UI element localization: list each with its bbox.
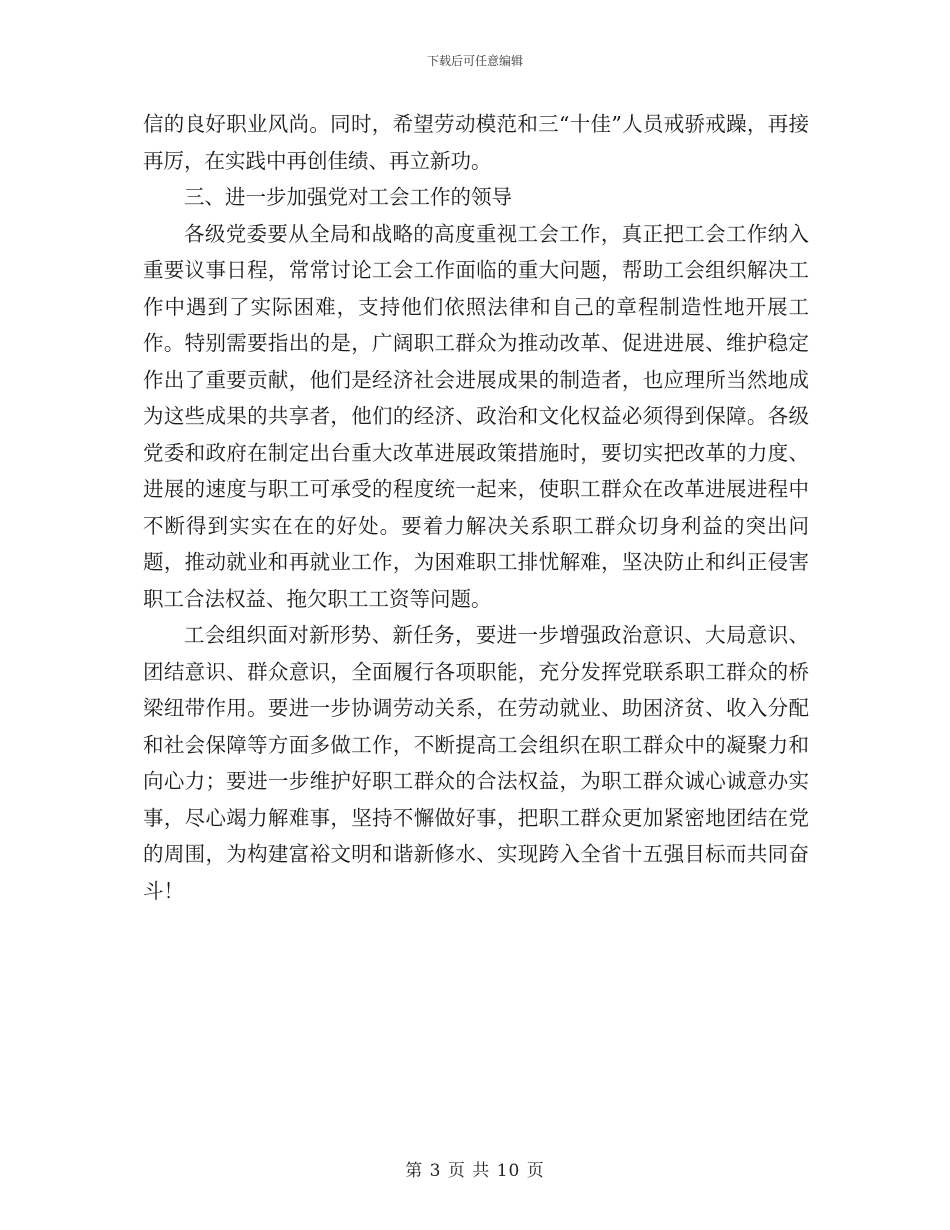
paragraph-1: 信的良好职业风尚。同时，希望劳动模范和三“十佳”人员戒骄戒躁，再接再厉，在实践中再创佳绩、再立新功。 — [143, 112, 809, 173]
section-heading: 三、进一步加强党对工会工作的领导 — [184, 185, 512, 209]
page-number-footer: 第 3 页 共 10 页 — [405, 1161, 545, 1181]
paragraph-2: 各级党委要从全局和战略的高度重视工会工作，真正把工会工作纳入重要议事日程，常常讨论工会工作面临的重大问题，帮助工会组织解决工作中遇到了实际困难，支持他们依照法律和自己的章程制造性地开展工作。特别需要指出的是，广阔职工群众为推动改革、促进进展、维护稳定作出了重要贡献，他们是经济社会进展成果的制造者，也应理所当然地成为这些成果的共享者，他们的经济、政治和文化权益必须得到保障。各级党委和政府在制定出台重大改革进展政策措施时，要切实把改革的力度、进展的速度与职工可承受的程度统一起来，使职工群众在改革进展进程中不断得到实实在在的好处。要着力解决关系职工群众切身利益的突出问题，推动就业和再就业工作，为困难职工排忧解难，坚决防止和纠正侵害职工合法权益、拖欠职工工资等问题。 — [143, 221, 809, 611]
paragraph-3: 工会组织面对新形势、新任务，要进一步增强政治意识、大局意识、团结意识、群众意识，全面履行各项职能，充分发挥党联系职工群众的桥梁纽带作用。要进一步协调劳动关系，在劳动就业、助困济贫、收入分配和社会保障等方面多做工作，不断提高工会组织在职工群众中的凝聚力和向心力；要进一步维护好职工群众的合法权益，为职工群众诚心诚意办实事，尽心竭力解难事，坚持不懈做好事，把职工群众更加紧密地团结在党的周围，为构建富裕文明和谐新修水、实现跨入全省十五强目标而共同奋斗！ — [143, 623, 809, 903]
document-body — [143, 106, 809, 909]
page-header: 下载后可任意编辑 — [426, 54, 523, 68]
